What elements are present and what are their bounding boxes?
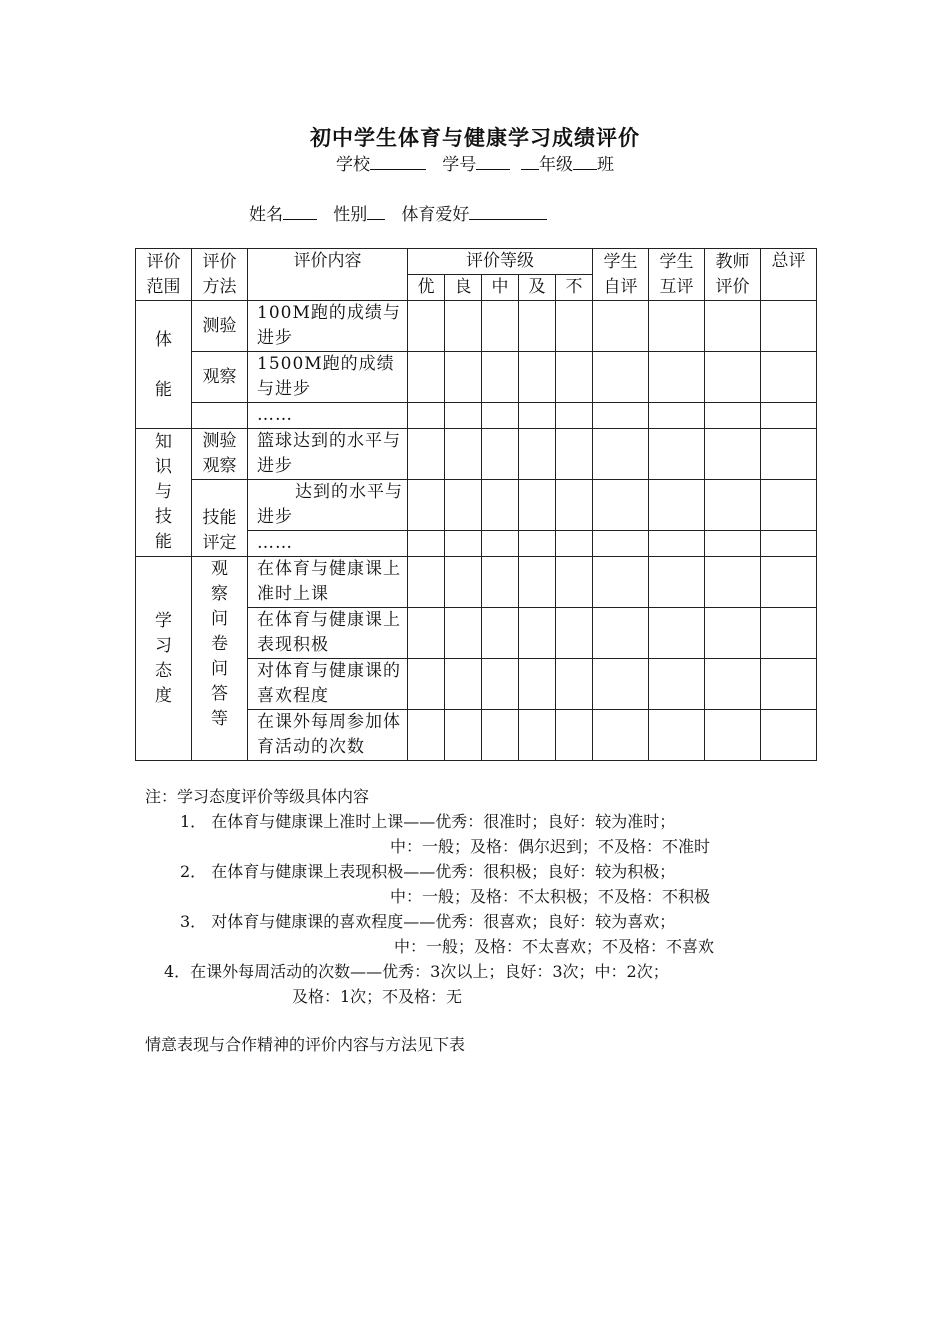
- grade-cell[interactable]: [445, 710, 482, 761]
- scope-knowledge: 知 识 与 技 能: [136, 429, 192, 557]
- note-item: 中：一般；及格：不太喜欢；不及格：不喜欢: [394, 937, 715, 956]
- total-cell[interactable]: [761, 352, 817, 403]
- grade-cell[interactable]: [445, 301, 482, 352]
- grade-cell[interactable]: [445, 352, 482, 403]
- grade-cell[interactable]: [482, 301, 519, 352]
- header-self: 学生 自评: [593, 249, 649, 301]
- self-cell[interactable]: [593, 429, 649, 480]
- header-scope: 评价 范围: [136, 249, 192, 301]
- grade-good: 良: [445, 275, 482, 301]
- grade-cell[interactable]: [445, 557, 482, 608]
- grade-cell[interactable]: [482, 429, 519, 480]
- method-test-observe: 测验 观察: [192, 429, 248, 480]
- grade-cell[interactable]: [519, 301, 556, 352]
- student-no-label: 学号: [442, 155, 477, 175]
- hobby-label: 体育爱好: [401, 205, 470, 225]
- grade-cell[interactable]: [556, 403, 593, 429]
- self-cell[interactable]: [593, 352, 649, 403]
- grade-cell[interactable]: [556, 429, 593, 480]
- teacher-cell[interactable]: [705, 403, 761, 429]
- grade-cell[interactable]: [408, 659, 445, 710]
- self-cell[interactable]: [593, 608, 649, 659]
- total-cell[interactable]: [761, 301, 817, 352]
- grade-cell[interactable]: [408, 480, 445, 531]
- name-blank[interactable]: [283, 202, 317, 220]
- grade-cell[interactable]: [445, 403, 482, 429]
- grade-cell[interactable]: [408, 301, 445, 352]
- note-item: 及格：1次；不及格：无: [292, 987, 463, 1006]
- evaluation-table: [135, 248, 817, 761]
- gender-blank[interactable]: [367, 202, 385, 220]
- grade-cell[interactable]: [556, 557, 593, 608]
- grade-cell[interactable]: [408, 403, 445, 429]
- content-item: 100M跑的成绩与进步: [248, 301, 408, 352]
- teacher-cell[interactable]: [705, 429, 761, 480]
- hobby-blank[interactable]: [469, 202, 547, 220]
- content-item: 在体育与健康课上准时上课: [248, 557, 408, 608]
- peer-cell[interactable]: [649, 301, 705, 352]
- self-cell[interactable]: [593, 557, 649, 608]
- self-cell[interactable]: [593, 301, 649, 352]
- grade-cell[interactable]: [445, 608, 482, 659]
- teacher-cell[interactable]: [705, 557, 761, 608]
- total-cell[interactable]: [761, 403, 817, 429]
- content-item: 在体育与健康课上表现积极: [248, 608, 408, 659]
- grade-cell[interactable]: [482, 710, 519, 761]
- note-item: 1． 在体育与健康课上准时上课——优秀：很准时；良好：较为准时；: [180, 812, 676, 831]
- total-cell[interactable]: [761, 659, 817, 710]
- peer-cell[interactable]: [649, 429, 705, 480]
- grade-cell[interactable]: [519, 429, 556, 480]
- grade-cell[interactable]: [408, 429, 445, 480]
- teacher-cell[interactable]: [705, 608, 761, 659]
- student-no-blank[interactable]: [476, 152, 510, 170]
- content-item: 1500M跑的成绩与进步: [248, 352, 408, 403]
- school-blank[interactable]: [370, 152, 426, 170]
- content-item: 篮球达到的水平与进步: [248, 429, 408, 480]
- header-total: 总评: [761, 249, 817, 301]
- teacher-cell[interactable]: [705, 531, 761, 557]
- peer-cell[interactable]: [649, 557, 705, 608]
- peer-cell[interactable]: [649, 480, 705, 531]
- note-item: 4．在课外每周活动的次数——优秀：3次以上；良好：3次；中：2次；: [164, 962, 669, 981]
- note-item: 中：一般；及格：不太积极；不及格：不积极: [390, 887, 711, 906]
- peer-cell[interactable]: [649, 352, 705, 403]
- method-observe: 观察: [192, 352, 248, 403]
- total-cell[interactable]: [761, 429, 817, 480]
- teacher-cell[interactable]: [705, 301, 761, 352]
- grade-cell[interactable]: [482, 531, 519, 557]
- self-cell[interactable]: [593, 531, 649, 557]
- total-cell[interactable]: [761, 480, 817, 531]
- class-label: 班: [597, 155, 615, 175]
- grade-cell[interactable]: [482, 659, 519, 710]
- grade-cell[interactable]: [445, 531, 482, 557]
- grade-cell[interactable]: [408, 608, 445, 659]
- grade-cell[interactable]: [408, 531, 445, 557]
- total-cell[interactable]: [761, 557, 817, 608]
- grade-cell[interactable]: [519, 659, 556, 710]
- method-test: 测验: [192, 301, 248, 352]
- grade-excellent: 优: [408, 275, 445, 301]
- peer-cell[interactable]: [649, 608, 705, 659]
- grade-medium: 中: [482, 275, 519, 301]
- self-cell[interactable]: [593, 403, 649, 429]
- method-skill-assess: 技能 评定: [192, 480, 248, 557]
- teacher-cell[interactable]: [705, 480, 761, 531]
- grade-cell[interactable]: [556, 301, 593, 352]
- grade-cell[interactable]: [556, 352, 593, 403]
- content-item: 达到的水平与进步: [248, 480, 408, 531]
- teacher-cell[interactable]: [705, 352, 761, 403]
- peer-cell[interactable]: [649, 710, 705, 761]
- gender-label: 性别: [333, 205, 368, 225]
- name-label: 姓名: [249, 205, 283, 225]
- content-item: 对体育与健康课的喜欢程度: [248, 659, 408, 710]
- grade-cell[interactable]: [482, 403, 519, 429]
- personal-info-line: [249, 200, 547, 225]
- grade-cell[interactable]: [408, 710, 445, 761]
- grade-cell[interactable]: [556, 608, 593, 659]
- note-item: 3． 对体育与健康课的喜欢程度——优秀：很喜欢；良好：较为喜欢；: [180, 912, 676, 931]
- header-teacher: 教师 评价: [705, 249, 761, 301]
- class-blank[interactable]: [573, 152, 597, 170]
- grade-cell[interactable]: [519, 531, 556, 557]
- grade-cell[interactable]: [519, 608, 556, 659]
- header-content: 评价内容: [248, 249, 408, 301]
- self-cell[interactable]: [593, 710, 649, 761]
- note-item: 2． 在体育与健康课上表现积极——优秀：很积极；良好：较为积极；: [180, 862, 676, 881]
- header-peer: 学生 互评: [649, 249, 705, 301]
- teacher-cell[interactable]: [705, 710, 761, 761]
- grade-cell[interactable]: [482, 608, 519, 659]
- teacher-cell[interactable]: [705, 659, 761, 710]
- self-cell[interactable]: [593, 659, 649, 710]
- document-title: 初中学生体育与健康学习成绩评价: [310, 125, 640, 150]
- grade-cell[interactable]: [519, 480, 556, 531]
- grade-blank[interactable]: [521, 152, 539, 170]
- grade-cell[interactable]: [519, 557, 556, 608]
- footer-note: 情意表现与合作精神的评价内容与方法见下表: [145, 1035, 466, 1054]
- method-observe-survey: 观 察 问 卷 问 答 等: [192, 557, 248, 761]
- content-ellipsis: ……: [248, 531, 408, 557]
- header-method: 评价 方法: [192, 249, 248, 301]
- grade-cell[interactable]: [556, 531, 593, 557]
- total-cell[interactable]: [761, 710, 817, 761]
- peer-cell[interactable]: [649, 531, 705, 557]
- notes-heading: 注：学习态度评价等级具体内容: [145, 787, 370, 806]
- grade-cell[interactable]: [445, 659, 482, 710]
- grade-cell[interactable]: [445, 480, 482, 531]
- grade-cell[interactable]: [408, 352, 445, 403]
- scope-attitude: 学 习 态 度: [136, 557, 192, 761]
- grade-cell[interactable]: [482, 480, 519, 531]
- content-ellipsis: ……: [248, 403, 408, 429]
- total-cell[interactable]: [761, 608, 817, 659]
- grade-cell[interactable]: [519, 710, 556, 761]
- school-info-line: [0, 150, 950, 175]
- grade-cell[interactable]: [556, 480, 593, 531]
- note-item: 中：一般；及格：偶尔迟到；不及格：不准时: [390, 837, 711, 856]
- grade-cell[interactable]: [482, 352, 519, 403]
- grade-fail: 不: [556, 275, 593, 301]
- grade-pass: 及: [519, 275, 556, 301]
- method-empty: [192, 403, 248, 429]
- school-label: 学校: [335, 155, 370, 175]
- grade-cell[interactable]: [556, 710, 593, 761]
- grade-cell[interactable]: [556, 659, 593, 710]
- grade-cell[interactable]: [408, 557, 445, 608]
- grade-cell[interactable]: [445, 429, 482, 480]
- total-cell[interactable]: [761, 531, 817, 557]
- content-item: 在课外每周参加体育活动的次数: [248, 710, 408, 761]
- grade-cell[interactable]: [519, 352, 556, 403]
- self-cell[interactable]: [593, 480, 649, 531]
- grade-label: 年级: [539, 155, 574, 175]
- scope-physical: 体 能: [136, 301, 192, 429]
- grade-cell[interactable]: [482, 557, 519, 608]
- grade-cell[interactable]: [519, 403, 556, 429]
- peer-cell[interactable]: [649, 659, 705, 710]
- peer-cell[interactable]: [649, 403, 705, 429]
- header-grade: 评价等级: [408, 249, 593, 275]
